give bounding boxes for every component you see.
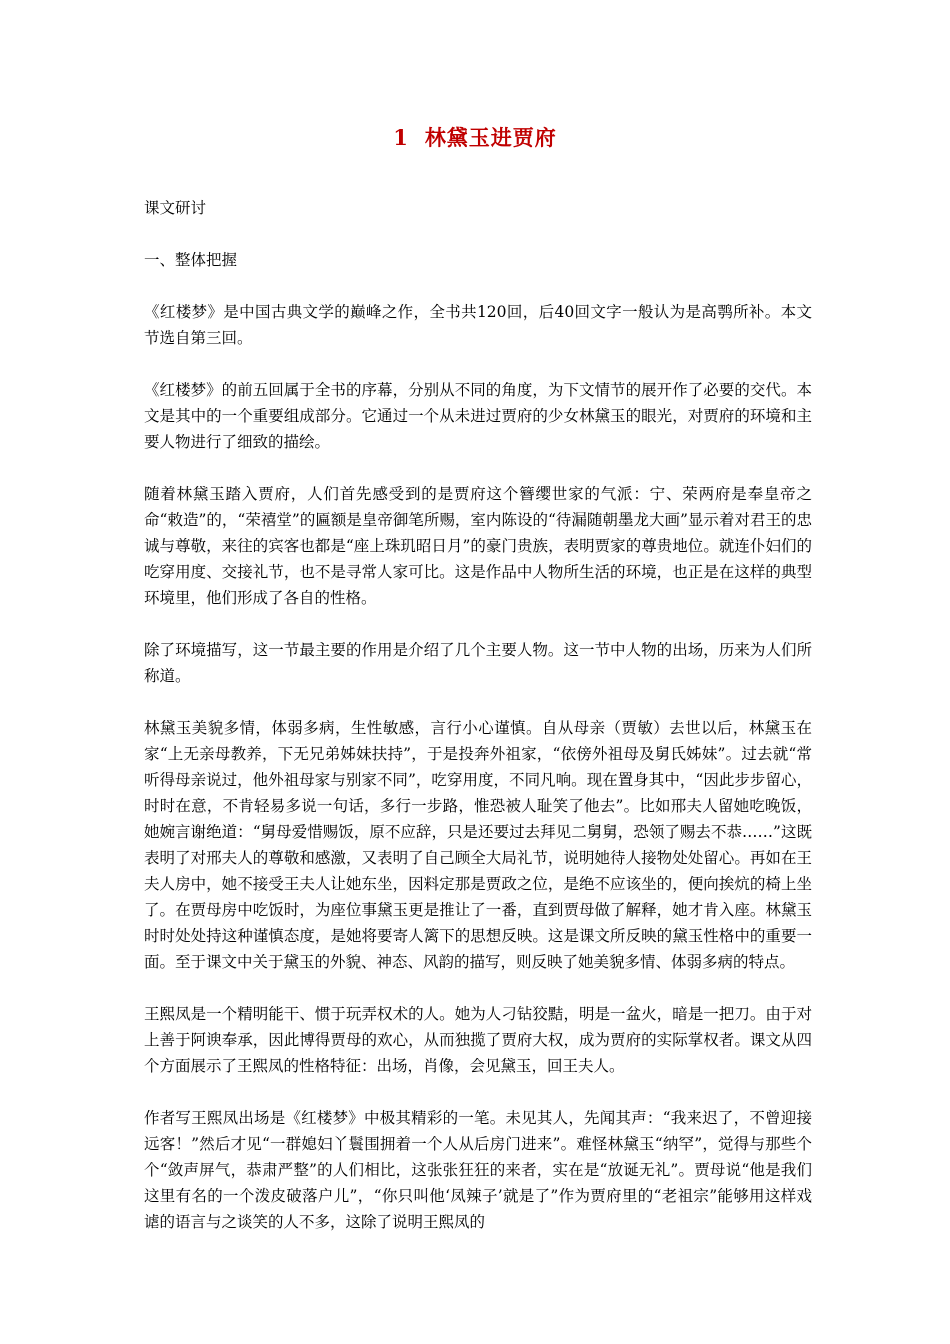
paragraph: 除了环境描写，这一节最主要的作用是介绍了几个主要人物。这一节中人物的出场，历来为人们所称道。	[144, 641, 812, 685]
paragraph: 作者写王熙凤出场是《红楼梦》中极其精彩的一笔。未见其人，先闻其声：“我来迟了，不曾迎接远客！”然后才见“一群媳妇丫鬟围拥着一个人从后房门进来”。难怪林黛玉“纳罕”，觉得与那些个个“敛声屏气，恭肃严整”的人们相比，这张张狂狂的来者，实在是“放诞无礼”。贾母说“他是我们这里有名的一个泼皮破落户儿”，“你只叫他‘凤辣子’就是了”作为贾府里的“老祖宗”能够用这样戏谑的语言与之谈笑的人不多，这除了说明王熙凤的	[144, 1109, 812, 1231]
paragraph: 林黛玉美貌多情，体弱多病，生性敏感，言行小心谨慎。自从母亲（贾敏）去世以后，林黛玉在家“上无亲母教养，下无兄弟姊妹扶持”，于是投奔外祖家，“依傍外祖母及舅氏姊妹”。过去就“常听得母亲说过，他外祖母家与别家不同”，吃穿用度，不同凡响。现在置身其中，“因此步步留心，时时在意，不肯轻易多说一句话，多行一步路，惟恐被人耻笑了他去”。比如邢夫人留她吃晚饭，她婉言谢绝道：“舅母爱惜赐饭，原不应辞，只是还要过去拜见二舅舅，恐领了赐去不恭……”这既表明了对邢夫人的尊敬和感激，又表明了自己顾全大局礼节，说明她待人接物处处留心。再如在王夫人房中，她不接受王夫人让她东坐，因料定那是贾政之位，是绝不应该坐的，便向挨炕的椅上坐了。在贾母房中吃饭时，为座位事黛玉更是推让了一番，直到贾母做了解释，她才肯入座。林黛玉时时处处持这种谨慎态度，是她将要寄人篱下的思想反映。这是课文所反映的黛玉性格中的重要一面。至于课文中关于黛玉的外貌、神态、风韵的描写，则反映了她美貌多情、体弱多病的特点。	[144, 719, 812, 971]
section-heading: 课文研讨	[144, 199, 207, 217]
title-number: 1	[393, 125, 409, 150]
page-title	[0, 122, 950, 152]
paragraph: 《红楼梦》的前五回属于全书的序幕，分别从不同的角度，为下文情节的展开作了必要的交代。本文是其中的一个重要组成部分。它通过一个从未进过贾府的少女林黛玉的眼光，对贾府的环境和主要人物进行了细致的描绘。	[144, 381, 812, 451]
paragraph: 王熙凤是一个精明能干、惯于玩弄权术的人。她为人刁钻狡黠，明是一盆火，暗是一把刀。由于对上善于阿谀奉承，因此博得贾母的欢心，从而独揽了贾府大权，成为贾府的实际掌权者。课文从四个方面展示了王熙凤的性格特征：出场，肖像，会见黛玉，回王夫人。	[144, 1005, 812, 1075]
subsection-heading: 一、整体把握	[144, 251, 238, 269]
document-body	[144, 195, 812, 1261]
title-text: 林黛玉进贾府	[424, 125, 557, 150]
paragraph: 随着林黛玉踏入贾府，人们首先感受到的是贾府这个簪缨世家的气派：宁、荣两府是奉皇帝之命“敕造”的，“荣禧堂”的匾额是皇帝御笔所赐，室内陈设的“待漏随朝墨龙大画”显示着对君王的忠诚与尊敬，来往的宾客也都是“座上珠玑昭日月”的豪门贵族，表明贾家的尊贵地位。就连仆妇们的吃穿用度、交接礼节，也不是寻常人家可比。这是作品中人物所生活的环境，也正是在这样的典型环境里，他们形成了各自的性格。	[144, 485, 812, 607]
paragraph: 《红楼梦》是中国古典文学的巅峰之作，全书共120回，后40回文字一般认为是高鹗所补。本文节选自第三回。	[144, 303, 812, 347]
